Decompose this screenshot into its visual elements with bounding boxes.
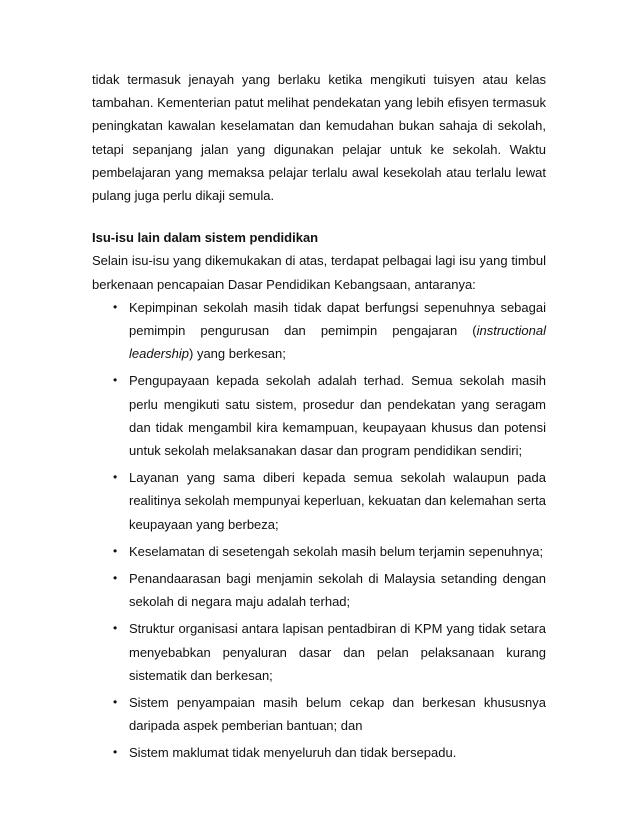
- list-item-text: Struktur organisasi antara lapisan pentadbiran di KPM yang tidak setara menyebabkan penyaluran dasar dan pelan pelaksanaan kurang sistematik dan berkesan;: [129, 621, 546, 683]
- bullet-icon: •: [113, 470, 118, 485]
- section-lead-paragraph: Selain isu-isu yang dikemukakan di atas, terdapat pelbagai lagi isu yang timbul berkenaan pencapaian Dasar Pendidikan Kebangsaan, antaranya:: [92, 253, 546, 292]
- list-item-text: Sistem maklumat tidak menyeluruh dan tidak bersepadu.: [129, 745, 457, 761]
- list-item: [92, 296, 546, 366]
- list-item: [92, 540, 546, 563]
- intro-paragraph: tidak termasuk jenayah yang berlaku ketika mengikuti tuisyen atau kelas tambahan. Kementerian patut melihat pendekatan yang lebih efisyen termasuk peningkatan kawalan keselamatan dan kemudahan bukan sahaja di sekolah, tetapi sepanjang jalan yang digunakan pelajar untuk ke sekolah. Waktu pembelajaran yang memaksa pelajar terlalu awal kesekolah atau terlalu lewat pulang juga perlu dikaji semula.: [92, 72, 546, 204]
- document-page: [92, 68, 546, 769]
- issues-list: [92, 296, 546, 765]
- list-item: [92, 369, 546, 462]
- list-item-text: Sistem penyampaian masih belum cekap dan berkesan khususnya daripada aspek pemberian bantuan; dan: [129, 695, 546, 734]
- list-item-italic-term: instructional leadership: [129, 323, 546, 362]
- list-item: [92, 567, 546, 613]
- list-item-text: Pengupayaan kepada sekolah adalah terhad. Semua sekolah masih perlu mengikuti satu sistem, prosedur dan pendekatan yang seragam dan tidak mengambil kira kemampuan, keupayaan khusus dan potensi untuk sekolah melaksanakan dasar dan program pendidikan sendiri;: [129, 373, 546, 459]
- list-item-text: Layanan yang sama diberi kepada semua sekolah walaupun pada realitinya sekolah mempunyai keperluan, kekuatan dan kelemahan serta keupayaan yang berbeza;: [129, 470, 546, 532]
- list-item-text-part: Kepimpinan sekolah masih tidak dapat berfungsi sepenuhnya sebagai pemimpin pengurusan dan pemimpin pengajaran (: [129, 299, 546, 339]
- bullet-icon: •: [113, 621, 118, 636]
- bullet-icon: •: [113, 571, 118, 586]
- bullet-icon: •: [113, 695, 118, 710]
- bullet-icon: •: [113, 299, 118, 314]
- list-item-text-part: ) yang berkesan;: [189, 346, 286, 362]
- list-item: [92, 691, 546, 737]
- list-item: [92, 741, 546, 764]
- list-item: [92, 466, 546, 536]
- bullet-icon: •: [113, 543, 118, 558]
- bullet-icon: •: [113, 373, 118, 388]
- list-item-text: [129, 296, 546, 366]
- section-heading: Isu-isu lain dalam sistem pendidikan: [92, 230, 319, 246]
- list-item-text: Keselamatan di sesetengah sekolah masih belum terjamin sepenuhnya;: [129, 543, 544, 559]
- list-item: [92, 617, 546, 687]
- list-item-text: Penandaarasan bagi menjamin sekolah di Malaysia setanding dengan sekolah di negara maju adalah terhad;: [129, 571, 546, 610]
- bullet-icon: •: [113, 745, 118, 760]
